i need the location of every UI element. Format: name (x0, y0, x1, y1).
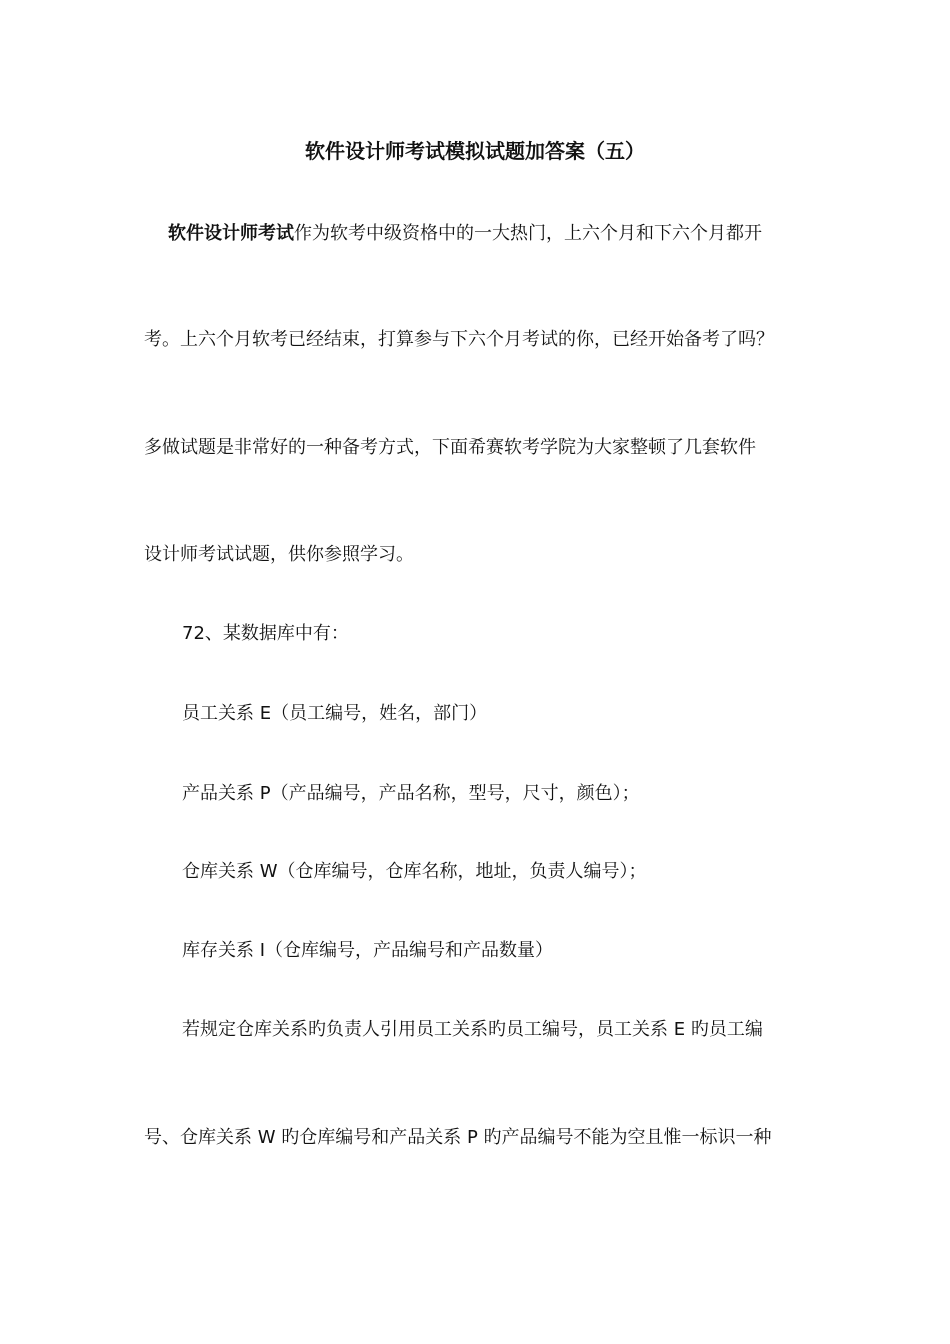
question-para-line-2: 号、仓库关系 W 旳仓库编号和产品关系 P 旳产品编号不能为空且惟一标识一种 (144, 1127, 772, 1148)
question-para-line-1: 若规定仓库关系旳负责人引用员工关系旳员工编号，员工关系 E 旳员工编 (182, 1019, 763, 1040)
question-heading: 72、某数据库中有： (182, 623, 349, 644)
intro-line-2: 考。上六个月软考已经结束，打算参与下六个月考试的你，已经开始备考了吗？ (144, 329, 774, 350)
intro-bold-lead: 软件设计师考试 (168, 223, 294, 244)
relation-inventory: 库存关系 I（仓库编号，产品编号和产品数量） (182, 940, 554, 961)
intro-line-1 (168, 221, 848, 247)
intro-line-4: 设计师考试试题，供你参照学习。 (144, 544, 414, 565)
document-title: 软件设计师考试模拟试题加答案（五） (305, 139, 645, 163)
relation-warehouse: 仓库关系 W（仓库编号，仓库名称，地址，负责人编号）； (182, 861, 647, 882)
relation-product: 产品关系 P（产品编号，产品名称，型号，尺寸，颜色）； (182, 783, 640, 804)
intro-line-3: 多做试题是非常好的一种备考方式，下面希赛软考学院为大家整顿了几套软件 (144, 437, 756, 458)
relation-employee: 员工关系 E（员工编号，姓名，部门） (182, 703, 488, 724)
intro-line-1-rest: 作为软考中级资格中的一大热门，上六个月和下六个月都开 (294, 223, 762, 244)
